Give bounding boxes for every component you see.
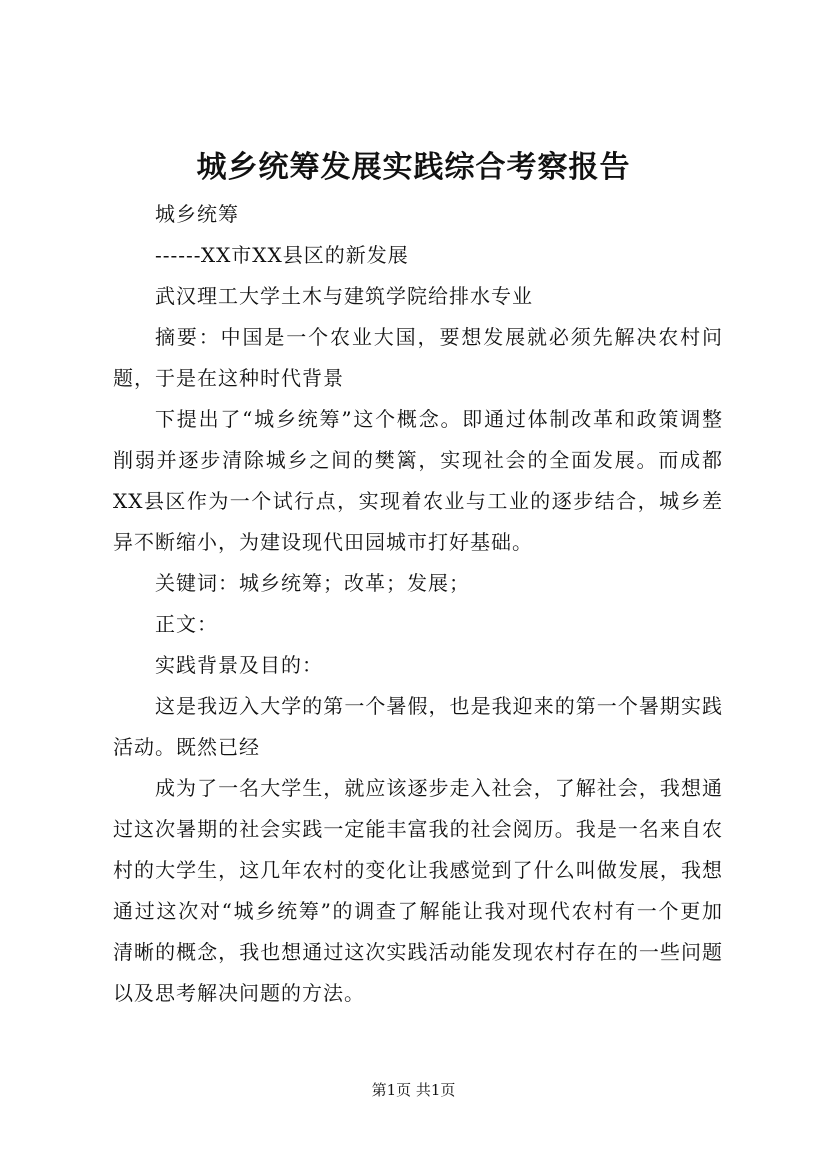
- main-text-heading: 正文：: [155, 612, 218, 636]
- abstract-continuation: 下提出了“城乡统筹”这个概念。即通过体制改革和政策调整削弱并逐步清除城乡之间的樊篱，实现社会的全面发展。而成都XX县区作为一个试行点，实现着农业与工业的逐步结合，城乡差异不断缩小，为建设现代田园城市打好基础。: [113, 407, 723, 554]
- subtitle-paragraph: 城乡统筹: [155, 202, 239, 226]
- page-footer: 第1页 共1页: [371, 1081, 456, 1099]
- keywords-paragraph: 关键词：城乡统筹；改革；发展；: [155, 571, 470, 595]
- body-paragraph: 这是我迈入大学的第一个暑假，也是我迎来的第一个暑期实践活动。既然已经: [113, 694, 723, 759]
- abstract-paragraph: 摘要：中国是一个农业大国，要想发展就必须先解决农村问题，于是在这种时代背景: [113, 325, 723, 390]
- author-affiliation: 武汉理工大学土木与建筑学院给排水专业: [155, 284, 533, 308]
- document-body: [113, 194, 723, 1014]
- subtitle-subheading: ------XX市XX县区的新发展: [155, 243, 409, 267]
- document-title: 城乡统筹发展实践综合考察报告: [196, 150, 631, 185]
- section-heading: 实践背景及目的：: [155, 653, 323, 677]
- body-paragraph: 成为了一名大学生，就应该逐步走入社会，了解社会，我想通过这次暑期的社会实践一定能丰富我的社会阅历。我是一名来自农村的大学生，这几年农村的变化让我感觉到了什么叫做发展，我想通过这次对“城乡统筹”的调查了解能让我对现代农村有一个更加清晰的概念，我也想通过这次实践活动能发现农村存在的一些问题以及思考解决问题的方法。: [113, 776, 723, 1005]
